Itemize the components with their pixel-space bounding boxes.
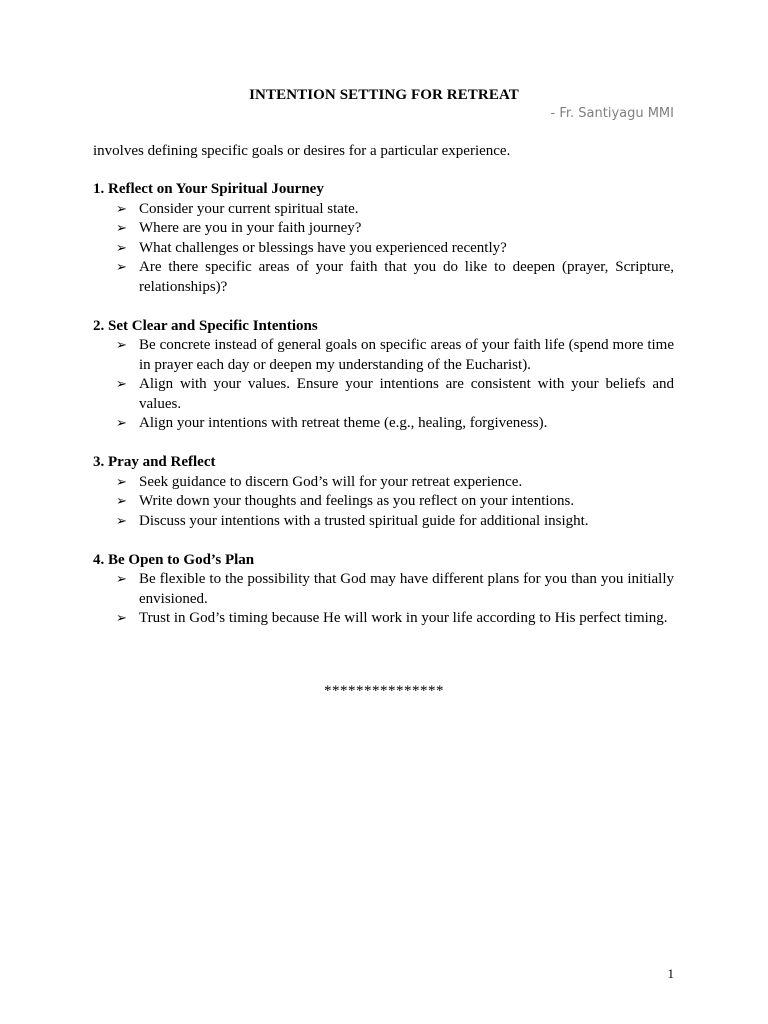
bullet-item [93,414,674,434]
arrowhead-bullet-icon: ➢ [116,260,127,275]
page-number: 1 [667,966,674,981]
bullet-text: Consider your current spiritual state. [139,200,359,217]
bullet-list [93,473,674,532]
separator-stars: *************** [324,683,444,699]
bullet-item [93,492,674,512]
bullet-text: Align with your values. Ensure your intentions are consistent with your beliefs and values. [139,376,674,412]
arrowhead-bullet-icon: ➢ [116,611,127,626]
bullet-text: Are there specific areas of your faith that you do like to deepen (prayer, Scripture, relationships)? [139,259,674,295]
bullet-text: Where are you in your faith journey? [139,220,362,236]
section-heading: 4. Be Open to God’s Plan [93,551,255,568]
bullet-list [93,336,674,434]
bullet-item [93,336,674,375]
arrowhead-bullet-icon: ➢ [116,416,127,431]
section-heading: 2. Set Clear and Specific Intentions [93,317,318,334]
bullet-text: Discuss your intentions with a trusted spiritual guide for additional insight. [139,512,589,529]
section-pray-reflect [93,453,674,531]
section-heading: 3. Pray and Reflect [93,454,216,470]
bullet-item [93,200,674,220]
bullet-item [93,375,674,414]
bullet-item [93,570,674,609]
arrowhead-bullet-icon: ➢ [116,494,127,509]
bullet-text: Be concrete instead of general goals on specific areas of your faith life (spend more time in prayer each day or deepen my understanding of the Eucharist). [139,337,674,373]
bullet-item [93,473,674,493]
bullet-item [93,512,674,532]
arrowhead-bullet-icon: ➢ [116,513,127,529]
document-body [93,180,674,648]
bullet-item [93,219,674,239]
bullet-text: Write down your thoughts and feelings as you reflect on your intentions. [139,493,575,509]
bullet-text: Seek guidance to discern God’s will for your retreat experience. [139,473,523,490]
section-set-intentions [93,317,674,434]
arrowhead-bullet-icon: ➢ [116,474,127,490]
arrowhead-bullet-icon: ➢ [116,377,127,392]
bullet-item [93,239,674,259]
bullet-item [93,258,674,297]
arrowhead-bullet-icon: ➢ [116,201,127,217]
bullet-item [93,609,674,629]
bullet-text: Be flexible to the possibility that God may have different plans for you than you initially envisioned. [139,571,674,607]
document-title: INTENTION SETTING FOR RETREAT [249,87,519,103]
intro-paragraph: involves defining specific goals or desires for a particular experience. [93,143,511,159]
arrowhead-bullet-icon: ➢ [116,338,127,353]
section-heading: 1. Reflect on Your Spiritual Journey [93,181,324,197]
section-open-to-plan [93,551,674,629]
bullet-list [93,570,674,629]
bullet-text: Align your intentions with retreat theme (e.g., healing, forgiveness). [139,415,548,431]
author-attribution: - Fr. Santiyagu MMI [550,106,674,121]
arrowhead-bullet-icon: ➢ [116,240,127,256]
bullet-text: What challenges or blessings have you experienced recently? [139,239,507,256]
section-reflect [93,180,674,297]
arrowhead-bullet-icon: ➢ [116,572,127,587]
bullet-text: Trust in God’s timing because He will work in your life according to His perfect timing. [139,610,668,626]
arrowhead-bullet-icon: ➢ [116,221,127,236]
bullet-list [93,200,674,298]
